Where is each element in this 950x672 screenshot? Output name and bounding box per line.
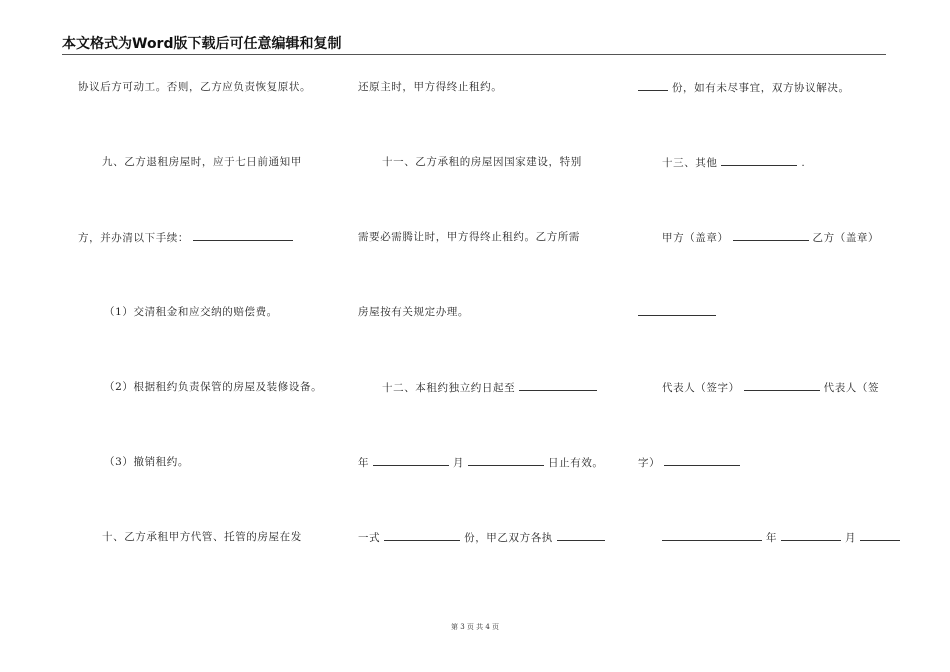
col2-line-7-b: 份，甲乙双方各执 — [464, 532, 553, 544]
col1-line-4: （1）交清租金和应交纳的赔偿费。 — [104, 306, 278, 318]
fill-in-blank — [744, 380, 820, 391]
fill-in-blank — [519, 380, 597, 391]
fill-in-blank — [781, 530, 841, 541]
col2-line-6 — [358, 455, 604, 470]
col1-line-3 — [78, 230, 293, 245]
col3-line-7-month: 月 — [844, 532, 857, 544]
col1-line-1: 协议后方可动工。否则，乙方应负责恢复原状。 — [78, 81, 312, 93]
col3-line-5-b: 代表人（签 — [823, 382, 880, 394]
col1-line-2: 九、乙方退租房屋时，应于七日前通知甲 — [102, 156, 302, 168]
col2-line-1: 还原主时，甲方得终止租约。 — [358, 81, 503, 93]
fill-in-blank — [664, 455, 740, 466]
col3-line-6-a: 字） — [638, 457, 661, 469]
fill-in-blank — [193, 230, 293, 241]
page-footer — [0, 622, 950, 632]
col3-line-1 — [638, 80, 850, 95]
col3-line-7 — [662, 530, 900, 545]
col1-line-6: （3）撤销租约。 — [104, 456, 189, 468]
text-column-2 — [358, 0, 620, 672]
fill-in-blank — [384, 530, 460, 541]
text-column-1 — [78, 0, 340, 672]
col3-line-3-b: 乙方（盖章） — [812, 232, 880, 244]
fill-in-blank — [557, 530, 605, 541]
col3-line-2-a: 十三、其他 — [662, 157, 718, 169]
col3-line-4 — [638, 305, 716, 320]
col3-line-5 — [662, 380, 879, 395]
col1-line-3-text: 方，并办清以下手续： — [78, 232, 189, 244]
col2-line-6-month: 月 — [453, 457, 465, 469]
col3-line-1-text: 份，如有未尽事宜，双方协议解决。 — [671, 82, 850, 94]
col2-line-7 — [358, 530, 605, 545]
col3-line-5-a: 代表人（签字） — [662, 382, 740, 394]
fill-in-blank — [860, 530, 900, 541]
col2-line-4: 房屋按有关规定办理。 — [358, 306, 469, 318]
col2-line-2: 十一、乙方承租的房屋因国家建设，特别 — [382, 156, 582, 168]
col2-line-3: 需要必需腾让时，甲方得终止租约。乙方所需 — [358, 231, 580, 243]
col3-line-2-b: . — [801, 157, 806, 169]
fill-in-blank — [373, 455, 449, 466]
col2-line-5 — [382, 380, 597, 395]
col2-line-6-year: 年 — [358, 457, 370, 469]
col3-line-7-year: 年 — [765, 532, 778, 544]
fill-in-blank — [721, 155, 797, 166]
col3-line-6 — [638, 455, 740, 470]
fill-in-blank — [733, 230, 809, 241]
fill-in-blank — [662, 530, 762, 541]
col1-line-7: 十、乙方承租甲方代管、托管的房屋在发 — [102, 531, 302, 543]
col2-line-5-text: 十二、本租约独立约日起至 — [382, 382, 516, 394]
fill-in-blank — [638, 80, 668, 91]
page-number: 第 3 页 共 4 页 — [450, 623, 500, 631]
col2-line-6-day: 日止有效。 — [548, 457, 604, 469]
col2-line-7-a: 一式 — [358, 532, 381, 544]
header-title: 本文格式为Word版下载后可任意编辑和复制 — [62, 36, 342, 52]
fill-in-blank — [638, 305, 716, 316]
fill-in-blank — [468, 455, 544, 466]
col3-line-2 — [662, 155, 805, 170]
col3-line-3-a: 甲方（盖章） — [662, 232, 729, 244]
text-column-3 — [638, 0, 900, 672]
col1-line-5: （2）根据租约负责保管的房屋及装修设备。 — [104, 381, 323, 393]
col3-line-3 — [662, 230, 879, 245]
